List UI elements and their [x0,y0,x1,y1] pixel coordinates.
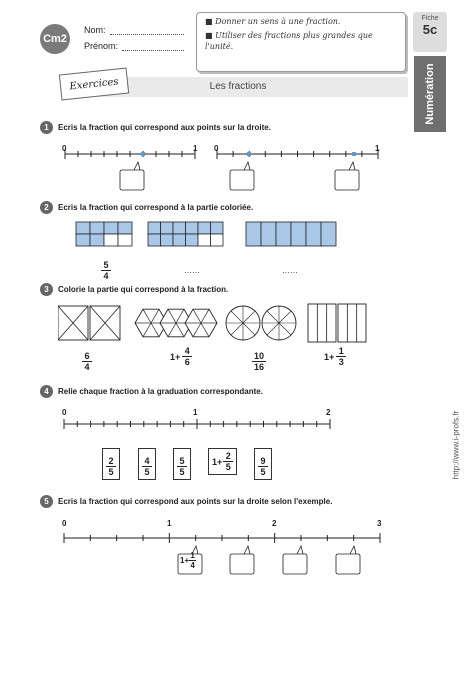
answer-bubble-1 [120,162,144,190]
exercise-3-instruction: Colorie la partie qui correspond à la fraction. [58,285,229,294]
prenom-field[interactable] [122,41,184,51]
ex4-b2-den: 5 [144,467,150,477]
ex4-b1-num: 2 [108,456,114,466]
grid-2-cell [161,234,174,246]
grid-2-cell [198,234,211,246]
grid-2-cell [173,234,186,246]
ex3-f2-whole: 1+ [170,351,181,362]
class-badge [40,24,70,54]
ex3-f4-num: 1 [338,346,344,356]
grid-1-cell [104,234,118,246]
fiche-tag [413,12,447,52]
bar-rectangle-1 [308,304,336,342]
side-label: Numération [424,63,436,125]
ex3-f2-num: 4 [184,346,190,356]
ex4-b4-den: 5 [225,462,231,472]
ex4-label-1: 1 [193,408,198,417]
grid-2-cell [198,222,211,234]
exercise-number-5 [40,495,53,508]
grid-1-cell [90,222,104,234]
ex2-answer-3-blank[interactable]: …… [282,266,298,275]
exercise-4-instruction: Relie chaque fraction à la graduation correspondante. [58,387,263,396]
ex4-box-3[interactable] [173,448,191,480]
ex4-b4-num: 2 [225,451,231,461]
ex3-fraction-3 [252,346,266,372]
exercise-5-number-line [58,530,392,580]
ex5-label-0: 0 [62,519,67,528]
grid-2-cell [186,234,199,246]
exercise-3-shapes [58,302,398,346]
grid-2-cell [211,234,224,246]
exercise-number-2 [40,201,53,214]
objective-1: ■ Donner un sens à une fraction. [205,17,341,26]
ex4-b5-num: 9 [260,456,266,466]
ex4-b3-den: 5 [179,467,185,477]
ex4-b3-num: 5 [179,456,185,466]
ex4-box-1[interactable] [102,448,120,480]
ex4-b2-num: 4 [144,456,150,466]
exercise-4-number-line [58,416,348,432]
ex4-b4-whole: 1+ [212,456,223,467]
ex2-answer-2-blank[interactable]: …… [184,266,200,275]
grid-2-cell [148,234,161,246]
ex5-example [180,551,196,570]
page-title: Les fractions [209,81,267,92]
class-badge-text: Cm2 [43,33,67,45]
objectives-box [196,12,406,72]
ex5-example-whole: 1+ [180,556,190,565]
ex5-label-3: 3 [377,519,382,528]
answer-bubble-5a [230,546,254,574]
ex3-fraction-4 [324,346,346,367]
ex3-f4-whole: 1+ [324,351,335,362]
grid-3-cell [291,222,306,246]
ex3-f2-den: 6 [184,357,190,367]
exercise-2-instruction: Ecris la fraction qui correspond à la partie coloriée. [58,203,254,212]
point-marker-2 [247,152,251,156]
grid-1-cell [118,222,132,234]
grid-2-cell [173,222,186,234]
nom-field[interactable] [110,25,184,35]
grid-1-cell [104,222,118,234]
ex4-b1-den: 5 [108,467,114,477]
prenom-label: Prénom: [84,41,119,51]
ex5-label-2: 2 [272,519,277,528]
grid-3-cell [321,222,336,246]
grid-2-cell [211,222,224,234]
objective-1-text: Donner un sens à une fraction. [215,17,341,26]
exercise-number-1 [40,121,53,134]
grid-2-cell [186,222,199,234]
objective-2-text: Utiliser des fractions plus grandes que l'unité. [205,31,373,51]
side-tab [414,56,446,132]
ex4-box-4[interactable] [208,448,237,475]
ex3-f1-num: 6 [84,351,90,361]
ex5-label-1: 1 [167,519,172,528]
exercise-2-shapes [74,220,354,250]
grid-1-cell [76,234,90,246]
point-marker-3 [352,152,356,156]
ex3-f3-num: 10 [253,351,264,361]
exercise-number-4-text: 4 [44,387,49,396]
ex3-f1-den: 4 [84,362,90,372]
grid-3-cell [306,222,321,246]
grid-1-cell [90,234,104,246]
exercise-number-3-text: 3 [44,285,49,294]
bar-rectangle-2 [338,304,366,342]
answer-bubble-3 [335,162,359,190]
ex4-label-0: 0 [62,408,67,417]
ex4-b5-den: 5 [260,467,266,477]
ex3-f4-den: 3 [338,357,344,367]
grid-1-cell [118,234,132,246]
grid-3-cell [261,222,276,246]
ex5-example-den: 4 [190,561,195,570]
ex4-label-2: 2 [326,408,331,417]
grid-3-cell [276,222,291,246]
grid-2-cell [148,222,161,234]
nom-label: Nom: [84,25,106,35]
ex1-line1-label-0: 0 [62,144,67,153]
ex1-line1-label-1: 1 [193,144,198,153]
fiche-label: Fiche [421,15,439,22]
source-url-text: http://www.i-profs.fr [451,410,461,480]
exercise-1-number-lines [40,140,400,200]
exercise-number-1-text: 1 [44,123,49,132]
exercises-tag-text: Exercices [69,75,119,93]
ex4-box-2[interactable] [138,448,156,480]
grid-3-cell [246,222,261,246]
point-marker-1 [141,152,145,156]
ex2-answer-1 [101,260,111,281]
exercise-1-instruction: Ecris la fraction qui correspond aux points sur la droite. [58,123,271,132]
exercise-number-2-text: 2 [44,203,49,212]
objective-2: ■ Utiliser des fractions plus grandes que l'unité. [205,31,373,51]
ex3-fraction-1 [82,346,92,372]
number-line-1 [65,149,378,190]
ex1-line2-label-0: 0 [214,144,219,153]
answer-bubble-2 [230,162,254,190]
source-url [446,385,466,505]
ex2-answer-1-den: 4 [103,271,109,281]
ex1-line2-label-1: 1 [375,144,380,153]
ex5-example-num: 1 [190,551,195,560]
grid-2-cell [161,222,174,234]
exercise-number-5-text: 5 [44,497,49,506]
answer-bubble-5c [336,546,360,574]
answer-bubble-5b [283,546,307,574]
exercise-number-3 [40,283,53,296]
ex2-answer-1-num: 5 [103,260,109,270]
ex3-f3-den: 16 [253,362,264,372]
ex3-fraction-2 [170,346,192,367]
ex4-box-5[interactable] [254,448,272,480]
fiche-code: 5c [422,22,438,37]
exercise-5-instruction: Ecris la fraction qui correspond aux points sur la droite selon l'exemple. [58,497,333,506]
exercise-number-4 [40,385,53,398]
grid-1-cell [76,222,90,234]
